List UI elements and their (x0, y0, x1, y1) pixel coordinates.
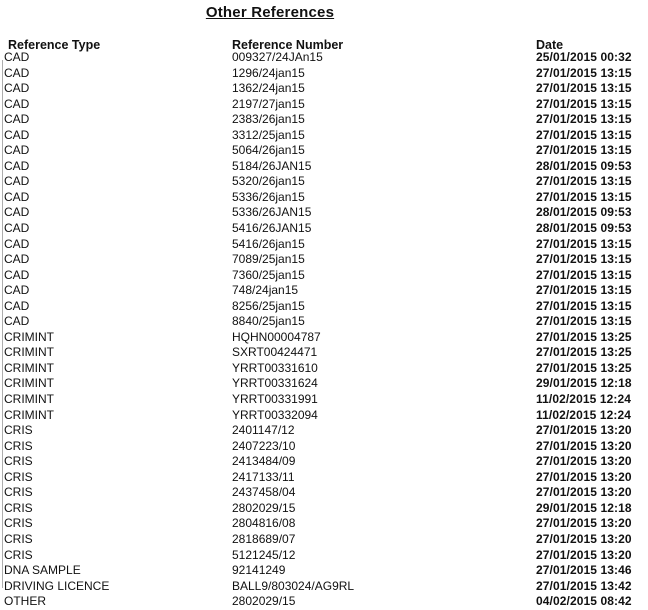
reference-number-cell: 2401147/12 (232, 423, 295, 438)
table-row (0, 283, 648, 299)
date-cell: 27/01/2015 13:15 (536, 283, 632, 298)
table-row (0, 392, 648, 408)
table-row (0, 439, 648, 455)
table-row (0, 50, 648, 66)
reference-number-cell: 5184/26JAN15 (232, 158, 312, 173)
date-cell: 27/01/2015 13:20 (536, 423, 632, 438)
table-row (0, 174, 648, 190)
reference-type-cell: CRIMINT (4, 360, 54, 375)
table-row (0, 594, 648, 610)
reference-number-cell: 92141249 (232, 563, 286, 578)
table-row (0, 143, 648, 159)
reference-type-cell: CRIS (4, 547, 33, 562)
reference-type-cell: DRIVING LICENCE (4, 578, 110, 593)
reference-type-cell: CRIS (4, 516, 33, 531)
reference-number-cell: 2417133/11 (232, 469, 295, 484)
table-row (0, 532, 648, 548)
column-header-reference-number: Reference Number (232, 38, 344, 52)
reference-type-cell: CRIS (4, 454, 33, 469)
table-row (0, 237, 648, 253)
date-cell: 27/01/2015 13:25 (536, 329, 632, 344)
references-table (0, 50, 648, 610)
table-row (0, 548, 648, 564)
date-cell: 27/01/2015 13:15 (536, 96, 632, 111)
reference-type-cell: CRIS (4, 469, 33, 484)
reference-number-cell: SXRT00424471 (232, 345, 318, 360)
table-row (0, 516, 648, 532)
reference-type-cell: CAD (4, 65, 30, 80)
date-cell: 27/01/2015 13:15 (536, 314, 632, 329)
reference-type-cell: CAD (4, 81, 30, 96)
reference-number-cell: 5064/26jan15 (232, 143, 305, 158)
table-row (0, 66, 648, 82)
reference-type-cell: CRIS (4, 531, 33, 546)
date-cell: 28/01/2015 09:53 (536, 221, 632, 236)
reference-type-cell: CAD (4, 267, 30, 282)
reference-number-cell: 8840/25jan15 (232, 314, 305, 329)
date-cell: 27/01/2015 13:20 (536, 485, 632, 500)
reference-number-cell: YRRT00331991 (232, 392, 318, 407)
table-row (0, 81, 648, 97)
table-row (0, 454, 648, 470)
table-row (0, 252, 648, 268)
reference-type-cell: CAD (4, 127, 30, 142)
reference-number-cell: 009327/24JAn15 (232, 50, 323, 64)
reference-type-cell: DNA SAMPLE (4, 563, 81, 578)
reference-type-cell: CAD (4, 314, 30, 329)
date-cell: 27/01/2015 13:20 (536, 454, 632, 469)
table-row (0, 408, 648, 424)
table-row (0, 159, 648, 175)
reference-number-cell: 3312/25jan15 (232, 127, 305, 142)
date-cell: 27/01/2015 13:25 (536, 345, 632, 360)
date-cell: 25/01/2015 00:32 (536, 50, 632, 64)
date-cell: 27/01/2015 13:46 (536, 563, 632, 578)
reference-number-cell: 2802029/15 (232, 594, 296, 609)
date-cell: 28/01/2015 09:53 (536, 205, 632, 220)
table-row (0, 97, 648, 113)
reference-number-cell: 2413484/09 (232, 454, 296, 469)
reference-number-cell: YRRT00332094 (232, 407, 318, 422)
date-cell: 27/01/2015 13:15 (536, 252, 632, 267)
table-row (0, 268, 648, 284)
reference-type-cell: CAD (4, 158, 30, 173)
reference-type-cell: CAD (4, 143, 30, 158)
date-cell: 27/01/2015 13:25 (536, 360, 632, 375)
table-row (0, 330, 648, 346)
table-row (0, 190, 648, 206)
reference-number-cell: 2802029/15 (232, 500, 296, 515)
reference-number-cell: 5336/26jan15 (232, 189, 305, 204)
date-cell: 27/01/2015 13:15 (536, 298, 632, 313)
date-cell: 27/01/2015 13:20 (536, 547, 632, 562)
reference-type-cell: CRIMINT (4, 345, 54, 360)
table-row (0, 112, 648, 128)
reference-type-cell: CAD (4, 205, 30, 220)
reference-type-cell: CAD (4, 189, 30, 204)
reference-type-cell: CAD (4, 221, 30, 236)
table-row (0, 485, 648, 501)
table-row (0, 221, 648, 237)
reference-number-cell: 5416/26JAN15 (232, 221, 312, 236)
table-row (0, 470, 648, 486)
reference-type-cell: CAD (4, 283, 30, 298)
date-cell: 27/01/2015 13:42 (536, 578, 632, 593)
reference-number-cell: 748/24jan15 (232, 283, 299, 298)
date-cell: 11/02/2015 12:24 (536, 392, 632, 407)
reference-number-cell: 2818689/07 (232, 531, 296, 546)
reference-number-cell: HQHN00004787 (232, 329, 321, 344)
date-cell: 27/01/2015 13:20 (536, 469, 632, 484)
reference-number-cell: 2383/26jan15 (232, 112, 305, 127)
date-cell: 27/01/2015 13:15 (536, 174, 632, 189)
date-cell: 11/02/2015 12:24 (536, 407, 632, 422)
reference-number-cell: 8256/25jan15 (232, 298, 305, 313)
column-header-reference-type: Reference Type (8, 38, 101, 52)
reference-type-cell: CAD (4, 252, 30, 267)
reference-type-cell: CRIMINT (4, 376, 54, 391)
reference-number-cell: YRRT00331610 (232, 360, 318, 375)
reference-number-cell: 2407223/10 (232, 438, 296, 453)
reference-number-cell: 5416/26jan15 (232, 236, 305, 251)
reference-number-cell: YRRT00331624 (232, 376, 318, 391)
table-row (0, 501, 648, 517)
reference-number-cell: 2804816/08 (232, 516, 296, 531)
reference-type-cell: CAD (4, 174, 30, 189)
date-cell: 27/01/2015 13:15 (536, 189, 632, 204)
table-row (0, 345, 648, 361)
reference-type-cell: CAD (4, 112, 30, 127)
reference-type-cell: CAD (4, 96, 30, 111)
reference-type-cell: OTHER (4, 594, 46, 609)
reference-number-cell: 1362/24jan15 (232, 81, 305, 96)
reference-type-cell: CRIMINT (4, 407, 54, 422)
reference-number-cell: 7089/25jan15 (232, 252, 305, 267)
reference-type-cell: CAD (4, 50, 30, 64)
date-cell: 27/01/2015 13:15 (536, 81, 632, 96)
reference-type-cell: CAD (4, 298, 30, 313)
reference-number-cell: BALL9/803024/AG9RL (232, 578, 355, 593)
date-cell: 27/01/2015 13:20 (536, 438, 632, 453)
reference-number-cell: 2437458/04 (232, 485, 296, 500)
date-cell: 27/01/2015 13:15 (536, 65, 632, 80)
date-cell: 27/01/2015 13:15 (536, 267, 632, 282)
table-row (0, 376, 648, 392)
page-title: Other References (205, 4, 335, 21)
date-cell: 29/01/2015 12:18 (536, 376, 632, 391)
date-cell: 27/01/2015 13:15 (536, 127, 632, 142)
date-cell: 29/01/2015 12:18 (536, 500, 632, 515)
date-cell: 27/01/2015 13:15 (536, 112, 632, 127)
reference-type-cell: CRIS (4, 500, 33, 515)
table-row (0, 128, 648, 144)
reference-type-cell: CRIS (4, 438, 33, 453)
reference-number-cell: 5320/26jan15 (232, 174, 305, 189)
date-cell: 27/01/2015 13:20 (536, 531, 632, 546)
date-cell: 27/01/2015 13:15 (536, 143, 632, 158)
reference-type-cell: CRIMINT (4, 329, 54, 344)
date-cell: 27/01/2015 13:15 (536, 236, 632, 251)
date-cell: 28/01/2015 09:53 (536, 158, 632, 173)
date-cell: 27/01/2015 13:20 (536, 516, 632, 531)
reference-number-cell: 7360/25jan15 (232, 267, 305, 282)
reference-number-cell: 5121245/12 (232, 547, 296, 562)
column-header-date: Date (536, 38, 564, 52)
reference-number-cell: 2197/27jan15 (232, 96, 305, 111)
reference-type-cell: CRIMINT (4, 392, 54, 407)
reference-type-cell: CRIS (4, 423, 33, 438)
table-row (0, 563, 648, 579)
table-row (0, 361, 648, 377)
table-row (0, 314, 648, 330)
reference-number-cell: 5336/26JAN15 (232, 205, 312, 220)
date-cell: 04/02/2015 08:42 (536, 594, 632, 609)
table-row (0, 205, 648, 221)
reference-type-cell: CAD (4, 236, 30, 251)
table-row (0, 423, 648, 439)
reference-number-cell: 1296/24jan15 (232, 65, 305, 80)
table-row (0, 299, 648, 315)
reference-type-cell: CRIS (4, 485, 33, 500)
